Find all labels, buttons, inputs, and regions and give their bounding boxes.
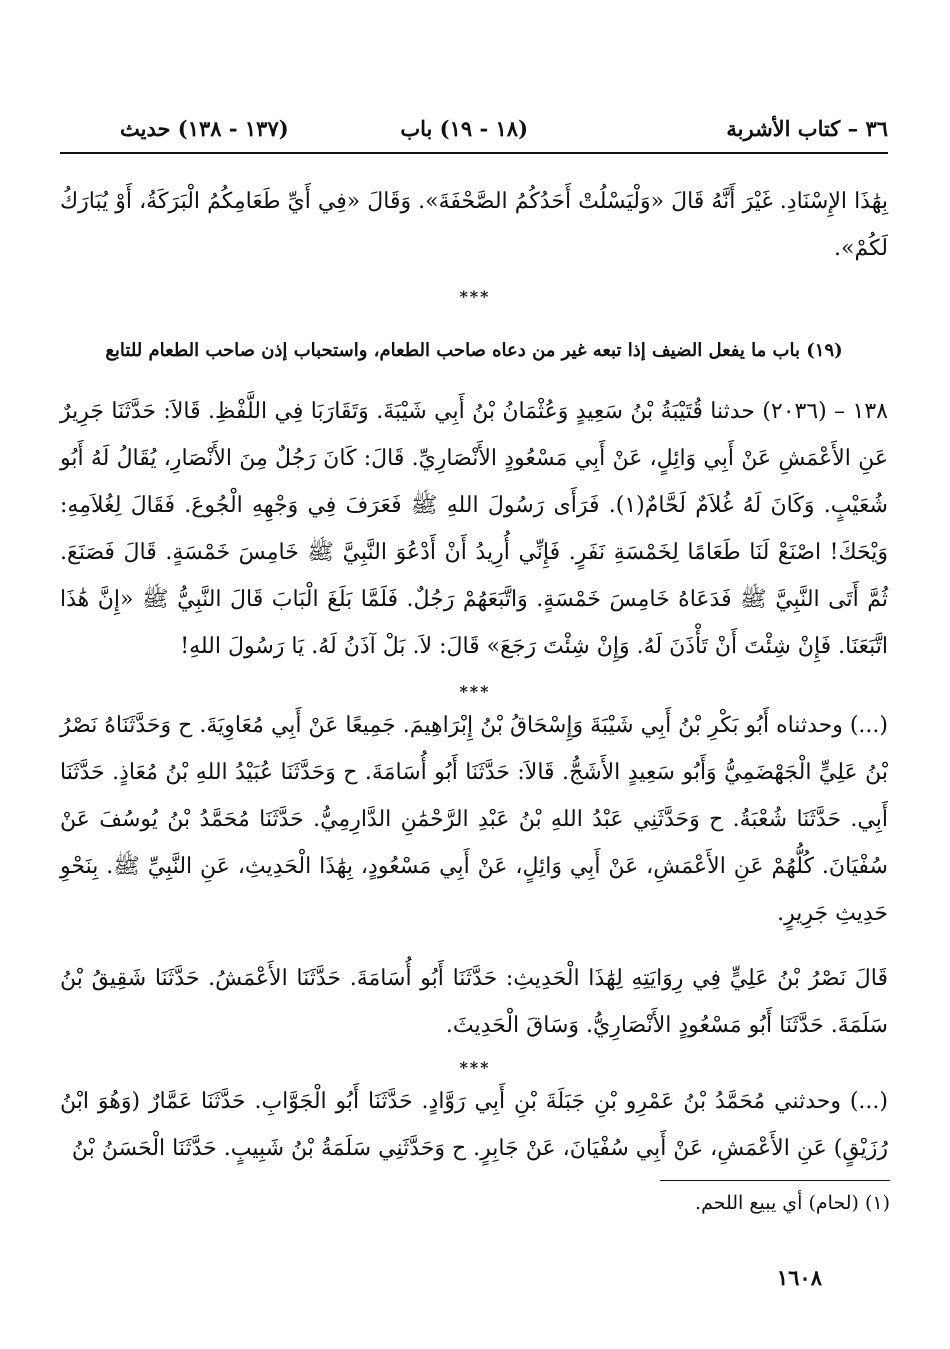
hadith-variant-paragraph: (...) وحدثناه أَبُو بَكْرِ بْنُ أَبِي شَيْبَةَ وَإِسْحَاقُ بْنُ إِبْرَاهِيمَ. جَمِيعًا عَنْ أَبِي مُعَاوِيَةَ. ح وَحَدَّثَنَاهُ نَصْرُ بْنُ عَلِيٍّ الْجَهْضَمِيُّ وَأَبُو سَعِيدٍ الأَشَجُّ. قَالاَ: حَدَّثَنَا أَبُو أُسَامَةَ. ح وَحَدَّثَنَا عُبَيْدُ اللهِ بْنُ مُعَاذٍ. حَدَّثَنَا أَبِي. حَدَّثَنَا شُعْبَةُ. ح وَحَدَّثَنِي عَبْدُ اللهِ بْنُ عَبْدِ الرَّحْمَٰنِ الدَّارِمِيُّ. حَدَّثَنَا مُحَمَّدُ بْنُ يُوسُفَ عَنْ سُفْيَانَ. كُلُّهُمْ عَنِ الأَعْمَشِ، عَنْ أَبِي وَائِلٍ، عَنْ أَبِي مَسْعُودٍ، بِهَٰذَا الْحَدِيثِ، عَنِ النَّبِيِّ ﷺ. بِنَحْوِ حَدِيثِ جَرِيرٍ. — [60, 713, 888, 926]
header-hadith-range: (١٣٧ - ١٣٨) حديث — [120, 116, 289, 141]
hadith-variant-note: قَالَ نَصْرُ بْنُ عَلِيٍّ فِي رِوَايَتِهِ لِهَٰذَا الْحَدِيثِ: حَدَّثَنَا أَبُو أُسَامَةَ. حَدَّثَنَا الأَعْمَشُ. حَدَّثَنَا شَقِيقُ بْنُ سَلَمَةَ. حَدَّثَنَا أَبُو مَسْعُودٍ الأَنْصَارِيُّ. وَسَاقَ الْحَدِيثَ. — [60, 966, 888, 1038]
chapter-heading: (١٩) باب ما يفعل الضيف إذا تبعه غير من دعاه صاحب الطعام، واستحباب إذن صاحب الطعام للتابع — [105, 340, 843, 361]
separator-stars: *** — [459, 1058, 491, 1077]
continued-paragraph: بِهَٰذَا الإِسْنَادِ. غَيْرَ أَنَّهُ قَالَ «وَلْيَسْلُتْ أَحَدُكُمُ الصَّحْفَةَ». وَقَالَ «فِي أَيِّ طَعَامِكُمُ الْبَرَكَةُ، أَوْ يُبَارَكُ لَكُمْ». — [60, 189, 888, 261]
footnote-rule — [660, 1180, 890, 1181]
hadith-variant-paragraph-2: (...) وحدثني مُحَمَّدُ بْنُ عَمْرِو بْنِ جَبَلَةَ بْنِ أَبِي رَوَّادٍ. حَدَّثَنَا أَبُو الْجَوَّابِ. حَدَّثَنَا عَمَّارٌ (وَهُوَ ابْنُ رُزَيْقٍ) عَنِ الأَعْمَشِ، عَنْ أَبِي سُفْيَانَ، عَنْ جَابِرٍ. ح وَحَدَّثَنِي سَلَمَةُ بْنُ شَبِيبٍ. حَدَّثَنَا الْحَسَنُ بْنُ — [60, 1089, 888, 1161]
running-header — [60, 112, 888, 148]
page-number: ١٦٠٨ — [776, 1265, 822, 1290]
header-rule — [60, 152, 888, 154]
header-book-title: ٣٦ – كتاب الأشربة — [726, 116, 888, 141]
separator-stars: *** — [459, 682, 491, 701]
header-chapter-range: (١٨ - ١٩) باب — [400, 116, 528, 141]
separator-stars: *** — [459, 287, 491, 306]
footnote: (١) (لحام) أي يبيع اللحم. — [695, 1192, 890, 1214]
hadith-138: ١٣٨ – (٢٠٣٦) حدثنا قُتَيْبَةُ بْنُ سَعِيدٍ وَعُثْمَانُ بْنُ أَبِي شَيْبَةَ. وَتَقَارَبَا فِي اللَّفْظِ. قَالاَ: حَدَّثَنَا جَرِيرٌ عَنِ الأَعْمَشِ عَنْ أَبِي وَائِلٍ، عَنْ أَبِي مَسْعُودٍ الأَنْصَارِيِّ. قَالَ: كَانَ رَجُلٌ مِنَ الأَنْصَارِ، يُقَالُ لَهُ أَبُو شُعَيْبٍ. وَكَانَ لَهُ غُلاَمٌ لَحَّامٌ(١). فَرَأَى رَسُولَ اللهِ ﷺ فَعَرَفَ فِي وَجْهِهِ الْجُوعَ. فَقَالَ لِغُلاَمِهِ: وَيْحَكَ! اصْنَعْ لَنَا طَعَامًا لِخَمْسَةِ نَفَرٍ. فَإِنِّي أُرِيدُ أَنْ أَدْعُوَ النَّبِيَّ ﷺ خَامِسَ خَمْسَةٍ. قَالَ فَصَنَعَ. ثُمَّ أَتَى النَّبِيَّ ﷺ فَدَعَاهُ خَامِسَ خَمْسَةٍ. وَاتَّبَعَهُمْ رَجُلٌ. فَلَمَّا بَلَغَ الْبَابَ قَالَ النَّبِيُّ ﷺ «إِنَّ هَٰذَا اتَّبَعَنَا. فَإِنْ شِئْتَ أَنْ تَأْذَنَ لَهُ. وَإِنْ شِئْتَ رَجَعَ» قَالَ: لاَ. بَلْ آذَنُ لَهُ. يَا رَسُولَ اللهِ! — [60, 399, 888, 659]
